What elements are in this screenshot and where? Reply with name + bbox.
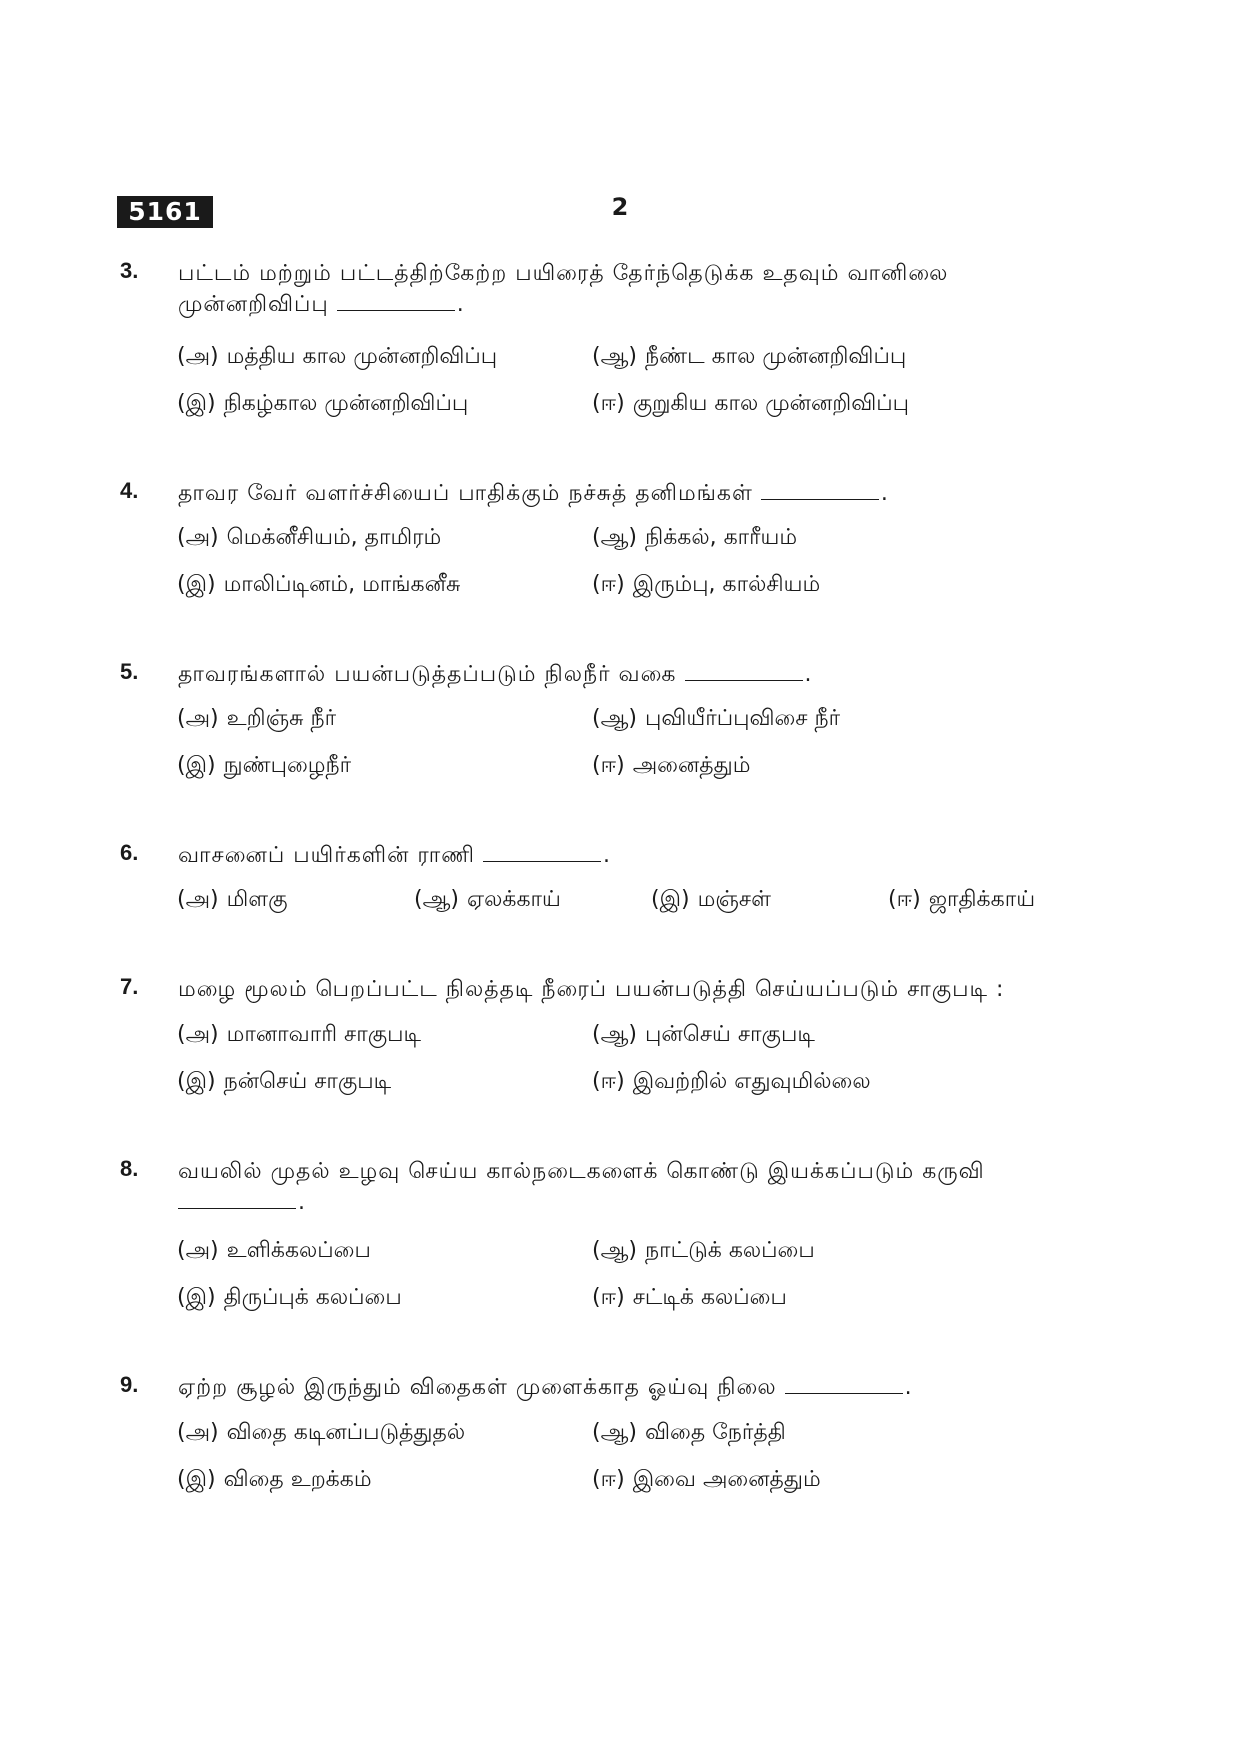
option-text: ஜாதிக்காய் xyxy=(928,887,1036,912)
option-text: உளிக்கலப்பை xyxy=(226,1238,371,1263)
option-text: சட்டிக் கலப்பை xyxy=(632,1285,787,1310)
option-label: (ஆ) xyxy=(592,344,637,369)
question-text xyxy=(178,659,1098,690)
question-number: 8. xyxy=(120,1156,139,1181)
option-c xyxy=(651,885,771,915)
option-text: மஞ்சள் xyxy=(697,887,771,912)
option-text: அனைத்தும் xyxy=(632,753,751,778)
option-label: (ஆ) xyxy=(592,1022,637,1047)
question-text-line1: தாவர வேர் வளர்ச்சியைப் பாதிக்கும் நச்சுத் தனிமங்கள் xyxy=(178,481,753,506)
option-text: விதை நேர்த்தி xyxy=(645,1420,786,1445)
question-text xyxy=(178,1156,1098,1218)
answer-blank xyxy=(785,1392,903,1394)
option-label: (இ) xyxy=(177,1467,216,1492)
question-tail: . xyxy=(904,1375,913,1400)
option-text: மெக்னீசியம், தாமிரம் xyxy=(226,525,442,550)
option-b xyxy=(592,1418,786,1448)
option-text: நிக்கல், காரீயம் xyxy=(645,525,798,550)
option-a xyxy=(177,342,497,372)
question-text xyxy=(178,258,1098,320)
option-label: (இ) xyxy=(177,1069,216,1094)
option-b xyxy=(414,885,561,915)
option-label: (ஈ) xyxy=(592,1467,625,1492)
option-b xyxy=(592,1236,815,1266)
answer-blank xyxy=(685,679,803,681)
option-d xyxy=(592,751,750,781)
option-label: (இ) xyxy=(177,391,216,416)
question-number: 5. xyxy=(120,659,139,684)
option-label: (ஈ) xyxy=(592,391,625,416)
question-text-line1: மழை மூலம் பெறப்பட்ட நிலத்தடி நீரைப் பயன்படுத்தி செய்யப்படும் சாகுபடி : xyxy=(178,977,1005,1002)
option-d xyxy=(592,1067,871,1097)
option-text: இரும்பு, கால்சியம் xyxy=(632,572,821,597)
question-number: 9. xyxy=(120,1372,139,1397)
option-label: (அ) xyxy=(177,706,219,731)
question-text-line2: முன்னறிவிப்பு xyxy=(178,292,329,317)
option-b xyxy=(592,1020,815,1050)
option-label: (ஆ) xyxy=(414,887,459,912)
option-label: (ஈ) xyxy=(592,1285,625,1310)
option-d xyxy=(592,1465,821,1495)
option-text: மிளகு xyxy=(226,887,288,912)
option-a xyxy=(177,1418,465,1448)
option-text: மானாவாரி சாகுபடி xyxy=(226,1022,422,1047)
answer-blank xyxy=(178,1207,296,1209)
question-tail: . xyxy=(804,662,813,687)
question-number: 7. xyxy=(120,974,139,999)
option-label: (அ) xyxy=(177,1420,219,1445)
option-b xyxy=(592,704,840,734)
option-text: இவற்றில் எதுவுமில்லை xyxy=(632,1069,871,1094)
option-label: (அ) xyxy=(177,887,219,912)
option-text: ஏலக்காய் xyxy=(467,887,561,912)
option-d xyxy=(592,570,820,600)
question-text xyxy=(178,1372,1098,1403)
option-d xyxy=(592,1283,787,1313)
option-label: (ஆ) xyxy=(592,1238,637,1263)
option-c xyxy=(177,1465,372,1495)
option-label: (இ) xyxy=(177,753,216,778)
answer-blank xyxy=(761,498,879,500)
option-c xyxy=(177,1283,402,1313)
option-c xyxy=(177,570,460,600)
option-b xyxy=(592,523,797,553)
option-text: புவியீர்ப்புவிசை நீர் xyxy=(645,706,841,731)
option-label: (ஆ) xyxy=(592,706,637,731)
option-label: (ஈ) xyxy=(888,887,921,912)
option-text: நுண்புழைநீர் xyxy=(223,753,352,778)
option-c xyxy=(177,389,468,419)
question-text-line1: தாவரங்களால் பயன்படுத்தப்படும் நிலநீர் வகை xyxy=(178,662,677,687)
option-text: விதை கடினப்படுத்துதல் xyxy=(226,1420,466,1445)
option-c xyxy=(177,1067,391,1097)
option-a xyxy=(177,523,441,553)
option-text: குறுகிய கால முன்னறிவிப்பு xyxy=(632,391,909,416)
option-label: (அ) xyxy=(177,525,219,550)
option-d xyxy=(888,885,1035,915)
option-label: (ஆ) xyxy=(592,1420,637,1445)
option-text: உறிஞ்சு நீர் xyxy=(226,706,337,731)
answer-blank xyxy=(337,309,455,311)
option-label: (ஈ) xyxy=(592,1069,625,1094)
question-text xyxy=(178,974,1098,1005)
question-tail: . xyxy=(456,292,465,317)
answer-blank xyxy=(483,860,601,862)
option-text: நிகழ்கால முன்னறிவிப்பு xyxy=(223,391,469,416)
option-c xyxy=(177,751,351,781)
question-tail: . xyxy=(880,481,889,506)
question-number: 4. xyxy=(120,478,139,503)
option-label: (அ) xyxy=(177,344,219,369)
question-number: 3. xyxy=(120,258,139,283)
option-text: நீண்ட கால முன்னறிவிப்பு xyxy=(645,344,907,369)
option-text: திருப்புக் கலப்பை xyxy=(223,1285,402,1310)
question-text xyxy=(178,840,1098,871)
option-label: (ஆ) xyxy=(592,525,637,550)
question-text-line1: பட்டம் மற்றும் பட்டத்திற்கேற்ற பயிரைத் தேர்ந்தெடுக்க உதவும் வானிலை xyxy=(178,261,949,286)
question-number: 6. xyxy=(120,840,139,865)
option-label: (இ) xyxy=(177,572,216,597)
option-label: (அ) xyxy=(177,1238,219,1263)
question-tail: . xyxy=(298,1190,306,1215)
option-a xyxy=(177,704,336,734)
option-d xyxy=(592,389,909,419)
question-tail: . xyxy=(603,843,611,868)
option-text: மாலிப்டினம், மாங்கனீசு xyxy=(223,572,461,597)
paper-code-badge: 5161 xyxy=(117,196,213,228)
option-label: (ஈ) xyxy=(592,572,625,597)
option-a xyxy=(177,1236,371,1266)
question-text xyxy=(178,478,1098,509)
option-text: நன்செய் சாகுபடி xyxy=(223,1069,392,1094)
option-text: மத்திய கால முன்னறிவிப்பு xyxy=(226,344,498,369)
option-a xyxy=(177,885,288,915)
option-b xyxy=(592,342,906,372)
page-number: 2 xyxy=(611,193,629,221)
option-text: நாட்டுக் கலப்பை xyxy=(645,1238,815,1263)
option-label: (ஈ) xyxy=(592,753,625,778)
option-label: (அ) xyxy=(177,1022,219,1047)
question-text-line1: ஏற்ற சூழல் இருந்தும் விதைகள் முளைக்காத ஓய்வு நிலை xyxy=(178,1375,777,1400)
question-text-line1: வயலில் முதல் உழவு செய்ய கால்நடைகளைக் கொண்டு இயக்கப்படும் கருவி xyxy=(178,1159,985,1184)
option-label: (இ) xyxy=(651,887,690,912)
question-text-line1: வாசனைப் பயிர்களின் ராணி xyxy=(178,843,475,868)
option-a xyxy=(177,1020,421,1050)
option-label: (இ) xyxy=(177,1285,216,1310)
option-text: புன்செய் சாகுபடி xyxy=(645,1022,815,1047)
option-text: விதை உறக்கம் xyxy=(223,1467,372,1492)
option-text: இவை அனைத்தும் xyxy=(632,1467,821,1492)
